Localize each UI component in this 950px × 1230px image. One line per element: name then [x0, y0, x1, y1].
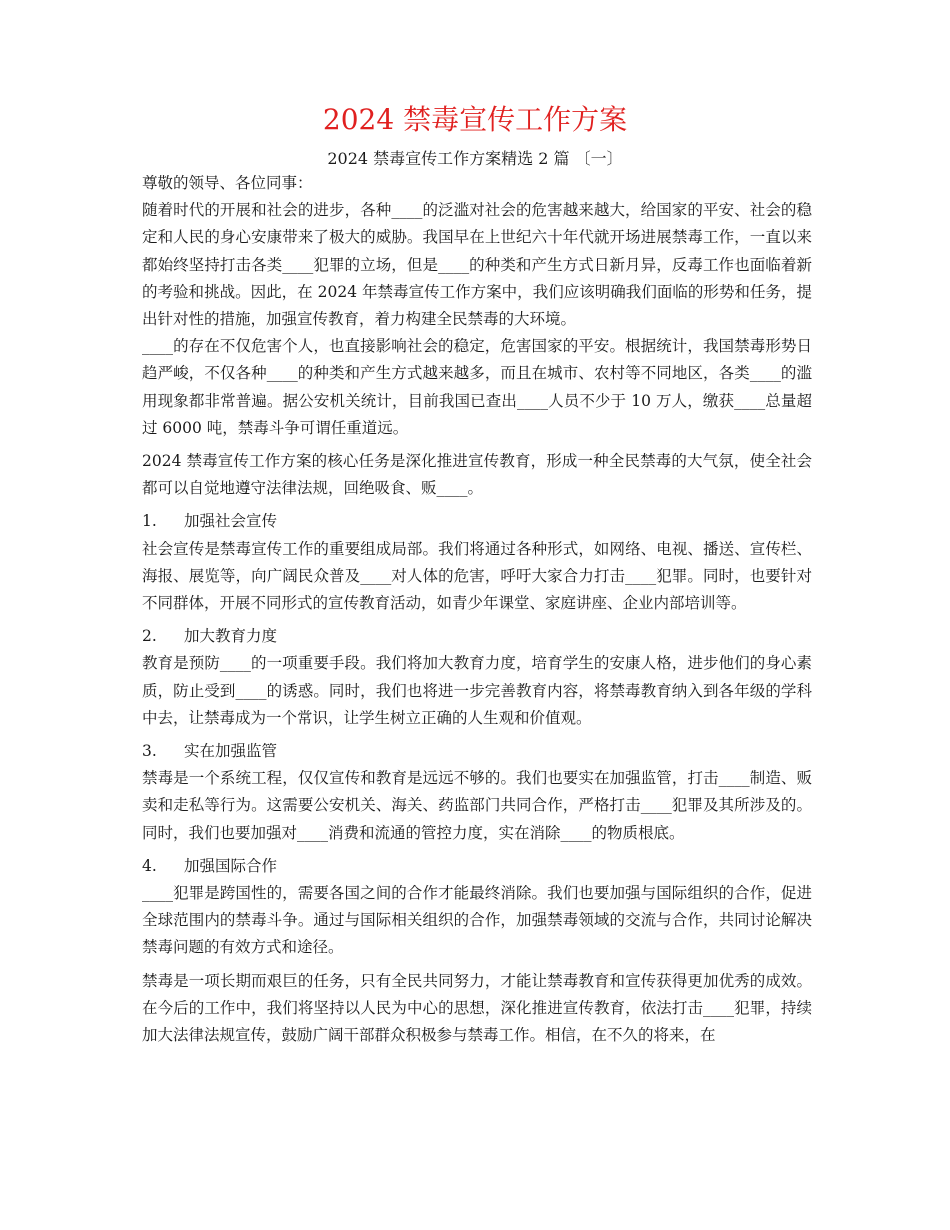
section-paragraph: 社会宣传是禁毒宣传工作的重要组成局部。我们将通过各种形式，如网络、电视、播送、宣传栏、海报、展览等，向广阔民众普及____对人体的危害，呼吁大家合力打击____犯罪。同时，也要针对不同群体，开展不同形式的宣传教育活动，如青少年课堂、家庭讲座、企业内部培训等。 [142, 539, 812, 613]
document-body [142, 170, 812, 1049]
intro-paragraph-2: ____的存在不仅危害个人，也直接影响社会的稳定，危害国家的平安。根据统计，我国禁毒形势日趋严峻，不仅各种____的种类和产生方式越来越多，而且在城市、农村等不同地区，各类____的滥用现象都非常普遍。据公安机关统计，目前我国已查出____人员不少于 10 万人，缴获____总量超过 6000 吨，禁毒斗争可谓任重道远。 [142, 337, 812, 437]
section-title: 加强国际合作 [184, 856, 278, 875]
section-heading [142, 853, 812, 880]
section-number: 1. [142, 512, 157, 531]
section-paragraph: ____犯罪是跨国性的，需要各国之间的合作才能最终消除。我们也要加强与国际组织的合作，促进全球范围内的禁毒斗争。通过与国际相关组织的合作，加强禁毒领域的交流与合作，共同讨论解决禁毒问题的有效方式和途径。 [142, 884, 812, 957]
document-title: 2024 禁毒宣传工作方案 [322, 103, 628, 136]
core-task-paragraph: 2024 禁毒宣传工作方案的核心任务是深化推进宣传教育，形成一种全民禁毒的大气氛，使全社会都可以自觉地遵守法律法规，回绝吸食、贩____。 [142, 452, 812, 498]
section-paragraph: 教育是预防____的一项重要手段。我们将加大教育力度，培育学生的安康人格，进步他们的身心素质，防止受到____的诱惑。同时，我们也将进一步完善教育内容，将禁毒教育纳入到各年级的学科中去，让禁毒成为一个常识，让学生树立正确的人生观和价值观。 [142, 654, 812, 727]
section-title: 实在加强监管 [184, 742, 278, 761]
greeting: 尊敬的领导、各位同事： [142, 174, 313, 192]
intro-paragraph-1: 随着时代的开展和社会的进步，各种____的泛滥对社会的危害越来越大，给国家的平安、社会的稳定和人民的身心安康带来了极大的威胁。我国早在上世纪六十年代就开场进展禁毒工作，一直以来都始终坚持打击各类____犯罪的立场，但是____的种类和产生方式日新月异，反毒工作也面临着新的考验和挑战。因此，在 2024 年禁毒宣传工作方案中，我们应该明确我们面临的形势和任务，提出针对性的措施，加强宣传教育，着力构建全民禁毒的大环境。 [142, 201, 812, 329]
closing-paragraph: 禁毒是一项长期而艰巨的任务，只有全民共同努力，才能让禁毒教育和宣传获得更加优秀的成效。在今后的工作中，我们将坚持以人民为中心的思想，深化推进宣传教育，依法打击____犯罪，持续加大法律法规宣传，鼓励广阔干部群众积极参与禁毒工作。相信，在不久的将来，在 [142, 971, 812, 1045]
section-title: 加大教育力度 [184, 627, 278, 646]
section-number: 2. [142, 627, 157, 646]
section-number: 4. [142, 856, 157, 875]
section-heading [142, 738, 812, 765]
section-heading [142, 508, 812, 535]
section-title: 加强社会宣传 [184, 512, 278, 531]
section-paragraph: 禁毒是一个系统工程，仅仅宣传和教育是远远不够的。我们也要实在加强监管，打击____制造、贩卖和走私等行为。这需要公安机关、海关、药监部门共同合作，严格打击____犯罪及其所涉及的。同时，我们也要加强对____消费和流通的管控力度，实在消除____的物质根底。 [142, 769, 812, 842]
section-number: 3. [142, 742, 157, 761]
document-subtitle: 2024 禁毒宣传工作方案精选 2 篇 〔一〕 [327, 149, 623, 168]
section-heading [142, 623, 812, 650]
